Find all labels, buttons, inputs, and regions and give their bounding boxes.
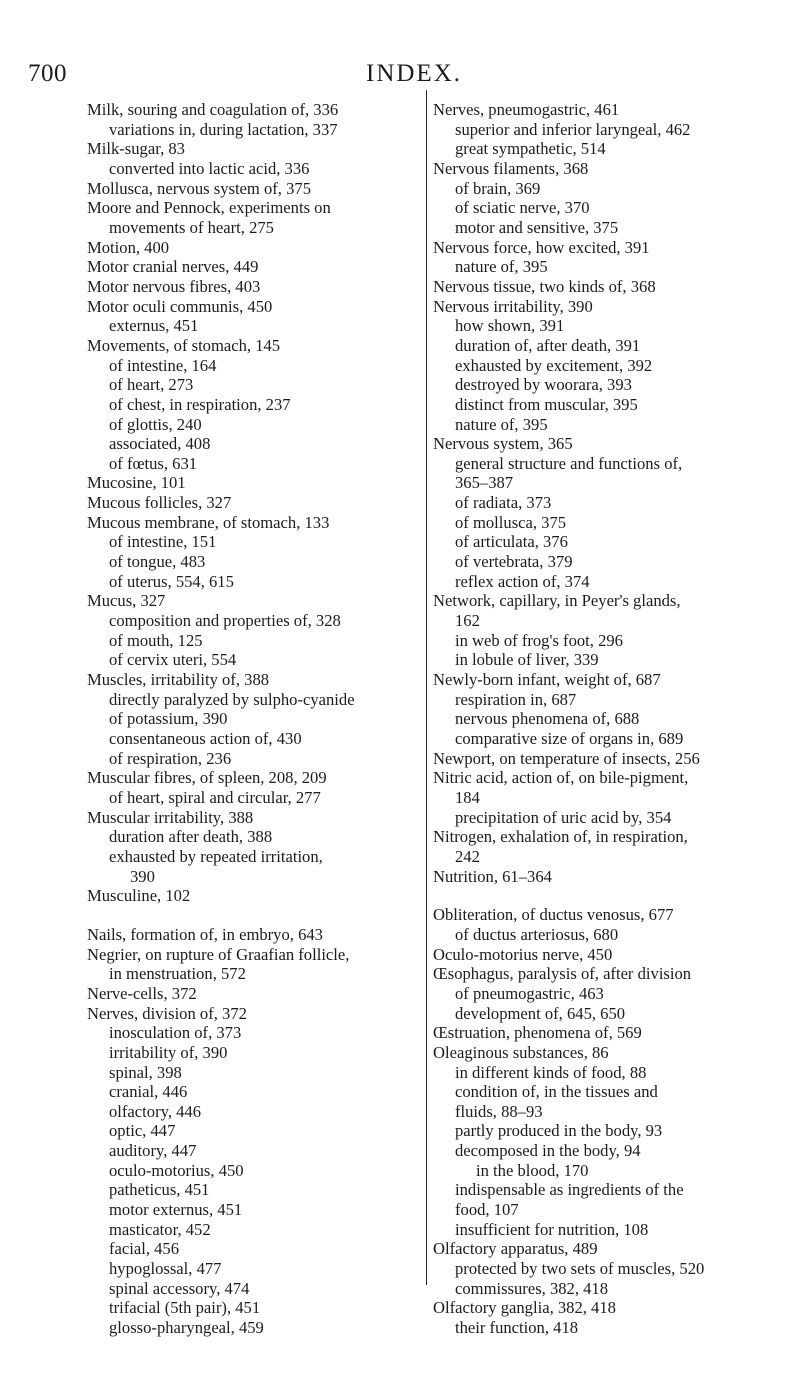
index-subentry: 242 [455,846,480,866]
index-subentry: of articulata, 376 [455,532,568,552]
index-subentry: in lobule of liver, 339 [455,650,599,670]
index-entry: Negrier, on rupture of Graafian follicle, [87,944,350,964]
index-subentry: motor and sensitive, 375 [455,217,619,237]
index-subentry: directly paralyzed by sulpho-cyanide [109,689,355,709]
index-entry: Mucous membrane, of stomach, 133 [87,512,330,532]
index-subentry: protected by two sets of muscles, 520 [455,1259,705,1279]
index-subentry: of intestine, 151 [109,532,217,552]
index-subentry: spinal, 398 [109,1062,182,1082]
index-subentry: in menstruation, 572 [109,964,246,984]
index-entry: Network, capillary, in Peyer's glands, [433,591,681,611]
index-subentry: glosso-pharyngeal, 459 [109,1318,264,1338]
index-subentry: auditory, 447 [109,1141,197,1161]
index-entry: Newly-born infant, weight of, 687 [433,670,661,690]
index-subentry: externus, 451 [109,316,199,336]
index-subentry: exhausted by repeated irritation, [109,846,323,866]
index-entry: Motion, 400 [87,237,170,257]
index-subentry: condition of, in the tissues and [455,1082,658,1102]
index-subentry: patheticus, 451 [109,1180,210,1200]
index-subentry: of glottis, 240 [109,414,202,434]
index-subentry: composition and properties of, 328 [109,611,341,631]
index-subentry: of uterus, 554, 615 [109,571,234,591]
index-subentry: 365–387 [455,473,514,493]
index-subentry: of potassium, 390 [109,709,228,729]
index-entry: Obliteration, of ductus venosus, 677 [433,905,674,925]
index-subentry: duration of, after death, 391 [455,335,641,355]
index-subentry: spinal accessory, 474 [109,1278,250,1298]
index-subentry: of mouth, 125 [109,630,203,650]
running-head: INDEX. [366,60,463,87]
index-subentry: nervous phenomena of, 688 [455,709,640,729]
index-subentry: of tongue, 483 [109,552,206,572]
index-entry: Œstruation, phenomena of, 569 [433,1023,642,1043]
index-entry: Motor nervous fibres, 403 [87,276,261,296]
index-subentry: commissures, 382, 418 [455,1278,609,1298]
index-entry: Newport, on temperature of insects, 256 [433,748,700,768]
index-subentry: duration after death, 388 [109,827,273,847]
index-subentry: respiration in, 687 [455,689,577,709]
index-subentry: optic, 447 [109,1121,176,1141]
index-entry: Nervous irritability, 390 [433,296,593,316]
index-subentry: associated, 408 [109,434,211,454]
index-subentry: of intestine, 164 [109,355,217,375]
index-entry: Nervous tissue, two kinds of, 368 [433,276,656,296]
index-entry: Nitrogen, exhalation of, in respiration, [433,827,688,847]
index-entry: Nitric acid, action of, on bile-pigment, [433,768,689,788]
index-entry: Olfactory apparatus, 489 [433,1239,598,1259]
index-entry: Nutrition, 61–364 [433,866,552,886]
index-subentry: hypoglossal, 477 [109,1259,222,1279]
index-subentry: of fœtus, 631 [109,453,198,473]
index-entry: Mollusca, nervous system of, 375 [87,178,311,198]
page-number: 700 [28,60,67,87]
index-subentry: comparative size of organs in, 689 [455,729,684,748]
index-subentry: cranial, 446 [109,1082,188,1102]
index-subentry: insufficient for nutrition, 108 [455,1219,649,1239]
index-subentry: in different kinds of food, 88 [455,1062,647,1082]
index-entry: Oculo-motorius nerve, 450 [433,944,613,964]
index-entry: Muscles, irritability of, 388 [87,670,270,690]
index-entry: Musculine, 102 [87,886,191,906]
index-subentry: of heart, 273 [109,375,194,395]
index-subentry: food, 107 [455,1200,519,1220]
index-subentry: precipitation of uric acid by, 354 [455,807,672,827]
index-subentry: general structure and functions of, [455,453,683,473]
index-column-right [433,100,795,1338]
index-entry: Motor cranial nerves, 449 [87,257,259,277]
index-subentry: reflex action of, 374 [455,571,590,591]
index-subentry: oculo-motorius, 450 [109,1160,244,1180]
index-subentry: decomposed in the body, 94 [455,1141,641,1161]
index-subentry: variations in, during lactation, 337 [109,119,338,139]
index-subentry: of radiata, 373 [455,493,552,513]
index-entry: Mucosine, 101 [87,473,186,493]
section-gap [87,906,419,925]
section-gap [433,886,795,905]
index-subentry: converted into lactic acid, 336 [109,158,310,178]
index-entry: Nerves, pneumogastric, 461 [433,100,620,119]
index-subentry: consentaneous action of, 430 [109,729,302,748]
index-entry: Nervous filaments, 368 [433,158,589,178]
column-divider [426,90,427,1285]
index-subentry: of cervix uteri, 554 [109,650,237,670]
index-entry: Milk, souring and coagulation of, 336 [87,100,339,119]
index-subentry: facial, 456 [109,1239,180,1259]
index-subentry: in web of frog's foot, 296 [455,630,623,650]
index-subentry: of chest, in respiration, 237 [109,394,291,414]
index-subentry: nature of, 395 [455,257,548,277]
index-entry: Mucous follicles, 327 [87,493,232,513]
index-subentry: of ductus arteriosus, 680 [455,924,619,944]
index-entry: Oleaginous substances, 86 [433,1042,609,1062]
index-entry: Movements, of stomach, 145 [87,335,281,355]
index-subentry: in the blood, 170 [476,1160,589,1180]
index-entry: Nerve-cells, 372 [87,983,197,1003]
index-entry: Motor oculi communis, 450 [87,296,273,316]
index-subentry: destroyed by woorara, 393 [455,375,632,395]
index-subentry: motor externus, 451 [109,1200,243,1220]
index-subentry: superior and inferior laryngeal, 462 [455,119,691,139]
index-subentry: of heart, spiral and circular, 277 [109,787,321,807]
index-entry: Nervous system, 365 [433,434,573,454]
index-subentry: of mollusca, 375 [455,512,567,532]
index-subentry: great sympathetic, 514 [455,139,606,159]
index-subentry: how shown, 391 [455,316,565,336]
index-subentry: masticator, 452 [109,1219,211,1239]
index-subentry: of sciatic nerve, 370 [455,198,590,218]
index-subentry: trifacial (5th pair), 451 [109,1298,261,1318]
index-subentry: 184 [455,787,480,807]
index-subentry: of brain, 369 [455,178,541,198]
index-entry: Nerves, division of, 372 [87,1003,247,1023]
index-subentry: indispensable as ingredients of the [455,1180,684,1200]
index-subentry: of pneumogastric, 463 [455,983,604,1003]
index-entry: Nervous force, how excited, 391 [433,237,650,257]
index-subentry: their function, 418 [455,1318,579,1338]
index-subentry: olfactory, 446 [109,1101,202,1121]
index-column-left [87,100,419,1338]
index-subentry: partly produced in the body, 93 [455,1121,663,1141]
index-subentry: exhausted by excitement, 392 [455,355,653,375]
index-subentry: of respiration, 236 [109,748,232,768]
index-subentry: irritability of, 390 [109,1042,228,1062]
index-entry: Nails, formation of, in embryo, 643 [87,924,323,944]
index-entry: Muscular irritability, 388 [87,807,254,827]
index-entry: Moore and Pennock, experiments on [87,198,331,218]
index-subentry: nature of, 395 [455,414,548,434]
index-subentry: of vertebrata, 379 [455,552,573,572]
index-subentry: movements of heart, 275 [109,217,274,237]
index-subentry: development of, 645, 650 [455,1003,626,1023]
index-subentry: inosculation of, 373 [109,1023,242,1043]
index-entry: Milk-sugar, 83 [87,139,185,159]
index-subentry: fluids, 88–93 [455,1101,543,1121]
index-entry: Muscular fibres, of spleen, 208, 209 [87,768,327,788]
index-entry: Œsophagus, paralysis of, after division [433,964,692,984]
index-subentry: distinct from muscular, 395 [455,394,638,414]
index-entry: Mucus, 327 [87,591,166,611]
index-entry: Olfactory ganglia, 382, 418 [433,1298,616,1318]
index-subentry: 162 [455,611,480,631]
index-subentry: 390 [130,866,155,886]
